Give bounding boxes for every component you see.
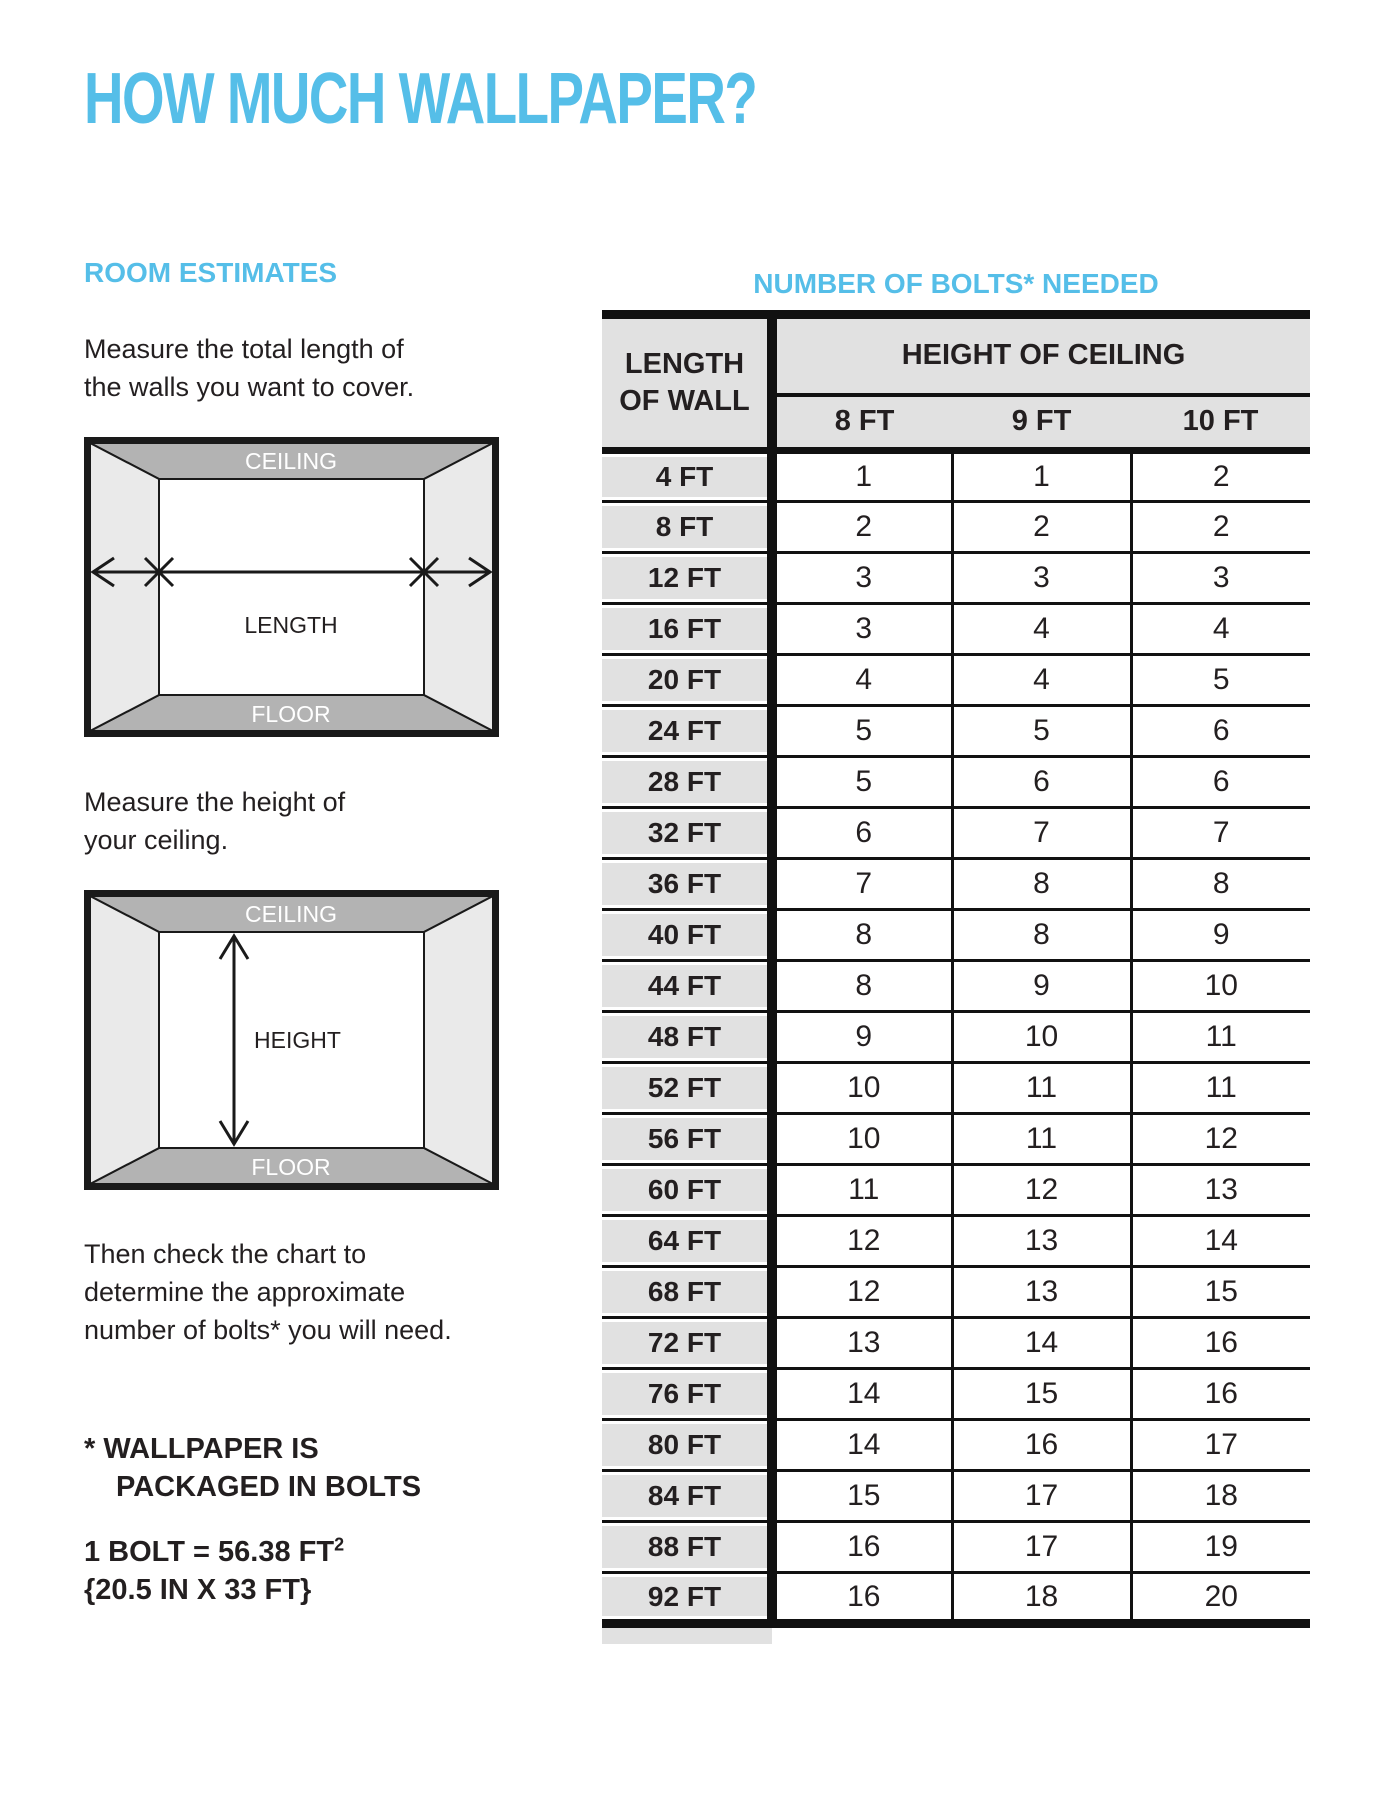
cell-9ft: 16	[952, 1420, 1131, 1471]
row-label: 72 FT	[602, 1318, 772, 1369]
bolts-needed-section	[602, 268, 1310, 1644]
row-label: 32 FT	[602, 808, 772, 859]
cell-8ft: 12	[772, 1216, 952, 1267]
row-label: 24 FT	[602, 706, 772, 757]
cell-9ft: 13	[952, 1267, 1131, 1318]
table-row	[602, 655, 1310, 706]
cell-9ft: 6	[952, 757, 1131, 808]
cell-8ft: 14	[772, 1420, 952, 1471]
footnote-line1: * WALLPAPER IS	[84, 1433, 319, 1465]
table-body	[602, 451, 1310, 1624]
row-label: 8 FT	[602, 502, 772, 553]
cell-10ft: 14	[1131, 1216, 1310, 1267]
group-header-height-of-ceiling: HEIGHT OF CEILING	[772, 315, 1310, 395]
cell-8ft: 10	[772, 1063, 952, 1114]
row-label: 60 FT	[602, 1165, 772, 1216]
table-row	[602, 1318, 1310, 1369]
room-estimates-section	[84, 256, 504, 1609]
cell-10ft: 11	[1131, 1063, 1310, 1114]
ceiling-label: CEILING	[244, 448, 338, 474]
left-wall	[90, 896, 159, 1184]
row-label: 16 FT	[602, 604, 772, 655]
cell-9ft: 7	[952, 808, 1131, 859]
ceiling-label: CEILING	[244, 901, 338, 927]
cell-8ft: 8	[772, 961, 952, 1012]
row-label: 4 FT	[602, 451, 772, 502]
table-row	[602, 604, 1310, 655]
step3-line1: Then check the chart to	[84, 1239, 367, 1269]
table-heading: NUMBER OF BOLTS* NEEDED	[753, 268, 1159, 299]
cell-8ft: 6	[772, 808, 952, 859]
table-row	[602, 1165, 1310, 1216]
cell-10ft: 16	[1131, 1369, 1310, 1420]
cell-8ft: 2	[772, 502, 952, 553]
cell-8ft: 3	[772, 553, 952, 604]
row-label: 84 FT	[602, 1471, 772, 1522]
step1-line1: Measure the total length of	[84, 334, 404, 364]
page-title: HOW MUCH WALLPAPER?	[84, 59, 757, 139]
cell-9ft: 4	[952, 604, 1131, 655]
cell-8ft: 15	[772, 1471, 952, 1522]
cell-10ft: 10	[1131, 961, 1310, 1012]
cell-8ft: 13	[772, 1318, 952, 1369]
cell-8ft: 9	[772, 1012, 952, 1063]
cell-8ft: 7	[772, 859, 952, 910]
cell-10ft: 20	[1131, 1573, 1310, 1624]
cell-10ft: 6	[1131, 706, 1310, 757]
footnote-line2: PACKAGED IN BOLTS	[116, 1471, 422, 1503]
table-row	[602, 502, 1310, 553]
step1-line2: the walls you want to cover.	[84, 372, 415, 402]
table-row	[602, 1369, 1310, 1420]
cell-10ft: 11	[1131, 1012, 1310, 1063]
table-row	[602, 706, 1310, 757]
cell-9ft: 18	[952, 1573, 1131, 1624]
ceiling-height-diagram	[84, 890, 499, 1190]
row-label: 12 FT	[602, 553, 772, 604]
cell-10ft: 2	[1131, 451, 1310, 502]
cell-10ft: 19	[1131, 1522, 1310, 1573]
table-row	[602, 1216, 1310, 1267]
cell-10ft: 8	[1131, 859, 1310, 910]
length-label: LENGTH	[244, 612, 338, 638]
row-label: 48 FT	[602, 1012, 772, 1063]
corner-header-line1: LENGTH	[624, 348, 745, 380]
back-wall	[159, 479, 424, 695]
cell-9ft: 11	[952, 1114, 1131, 1165]
table-row	[602, 757, 1310, 808]
cell-9ft: 1	[952, 451, 1131, 502]
bolts-footnote	[84, 1430, 504, 1506]
table-row	[602, 1063, 1310, 1114]
col-header-8ft: 8 FT	[772, 395, 952, 451]
table-row	[602, 1573, 1310, 1624]
row-label: 92 FT	[602, 1573, 772, 1624]
cell-8ft: 1	[855, 460, 873, 493]
cell-9ft: 4	[952, 655, 1131, 706]
cell-9ft: 9	[952, 961, 1131, 1012]
cell-9ft: 3	[952, 553, 1131, 604]
cell-9ft: 8	[952, 910, 1131, 961]
row-label: 56 FT	[602, 1114, 772, 1165]
table-row	[602, 1012, 1310, 1063]
step3-line2: determine the approximate	[84, 1277, 406, 1307]
row-label: 44 FT	[602, 961, 772, 1012]
cell-10ft: 5	[1131, 655, 1310, 706]
table-row	[602, 961, 1310, 1012]
row-label: 64 FT	[602, 1216, 772, 1267]
group-header-row	[602, 315, 1310, 395]
table-row	[602, 1114, 1310, 1165]
cell-10ft: 4	[1131, 604, 1310, 655]
cell-10ft: 16	[1131, 1318, 1310, 1369]
row-label: 68 FT	[602, 1267, 772, 1318]
step1-instruction	[84, 330, 504, 406]
cell-10ft: 17	[1131, 1420, 1310, 1471]
left-wall	[90, 443, 159, 731]
cell-8ft: 8	[772, 910, 952, 961]
room-length-diagram	[84, 437, 499, 737]
step3-line3: number of bolts* you will need.	[84, 1315, 452, 1345]
right-wall	[424, 443, 493, 731]
table-row	[602, 910, 1310, 961]
cell-9ft: 17	[952, 1471, 1131, 1522]
cell-8ft: 14	[772, 1369, 952, 1420]
cell-8ft: 4	[772, 655, 952, 706]
cell-10ft: 7	[1131, 808, 1310, 859]
cell-8ft: 5	[772, 757, 952, 808]
row-label: 40 FT	[602, 910, 772, 961]
bolt-equation-exponent: 2	[334, 1534, 345, 1555]
cell-8ft: 11	[772, 1165, 952, 1216]
table-row	[602, 1471, 1310, 1522]
cell-8ft: 10	[772, 1114, 952, 1165]
table-row	[602, 808, 1310, 859]
cell-10ft: 3	[1131, 553, 1310, 604]
cell-9ft: 11	[952, 1063, 1131, 1114]
row-label: 52 FT	[602, 1063, 772, 1114]
bolts-table	[602, 310, 1310, 1628]
corner-header-line2: OF WALL	[619, 385, 750, 417]
cell-9ft: 14	[952, 1318, 1131, 1369]
bolt-equation: 1 BOLT = 56.38 FT	[84, 1536, 335, 1568]
table-row	[602, 1267, 1310, 1318]
cell-8ft: 16	[772, 1522, 952, 1573]
row-label: 36 FT	[602, 859, 772, 910]
cell-10ft: 6	[1131, 757, 1310, 808]
cell-9ft: 15	[952, 1369, 1131, 1420]
cell-9ft: 5	[952, 706, 1131, 757]
cell-8ft: 12	[772, 1267, 952, 1318]
label-column-stub	[602, 1628, 772, 1644]
row-label: 80 FT	[602, 1420, 772, 1471]
table-header	[602, 315, 1310, 451]
cell-10ft: 18	[1131, 1471, 1310, 1522]
bolt-size-info	[84, 1533, 504, 1609]
step2-line1: Measure the height of	[84, 787, 346, 817]
cell-9ft: 2	[952, 502, 1131, 553]
cell-10ft: 9	[1131, 910, 1310, 961]
bolt-dimensions: {20.5 IN X 33 FT}	[84, 1574, 312, 1606]
cell-10ft: 13	[1131, 1165, 1310, 1216]
floor-label: FLOOR	[251, 1154, 331, 1180]
table-row	[602, 451, 1310, 502]
col-header-9ft: 9 FT	[952, 395, 1131, 451]
right-wall	[424, 896, 493, 1184]
height-label: HEIGHT	[254, 1027, 341, 1053]
cell-9ft: 8	[952, 859, 1131, 910]
table-row	[602, 1522, 1310, 1573]
col-header-10ft: 10 FT	[1131, 395, 1310, 451]
cell-10ft: 2	[1131, 502, 1310, 553]
cell-9ft: 12	[952, 1165, 1131, 1216]
cell-8ft: 5	[772, 706, 952, 757]
table-row	[602, 1420, 1310, 1471]
cell-10ft: 15	[1131, 1267, 1310, 1318]
step2-instruction	[84, 783, 504, 859]
row-label: 88 FT	[602, 1522, 772, 1573]
step3-instruction	[84, 1235, 504, 1349]
corner-header-length-of-wall	[602, 315, 772, 451]
row-label: 20 FT	[602, 655, 772, 706]
table-row	[602, 553, 1310, 604]
floor-label: FLOOR	[251, 701, 331, 727]
row-label: 28 FT	[602, 757, 772, 808]
step2-line2: your ceiling.	[84, 825, 229, 855]
table-row	[602, 859, 1310, 910]
section-heading: ROOM ESTIMATES	[84, 257, 338, 288]
cell-9ft: 10	[952, 1012, 1131, 1063]
cell-8ft: 3	[772, 604, 952, 655]
cell-10ft: 12	[1131, 1114, 1310, 1165]
cell-9ft: 17	[952, 1522, 1131, 1573]
cell-9ft: 13	[952, 1216, 1131, 1267]
cell-8ft: 16	[772, 1573, 952, 1624]
row-label: 76 FT	[602, 1369, 772, 1420]
